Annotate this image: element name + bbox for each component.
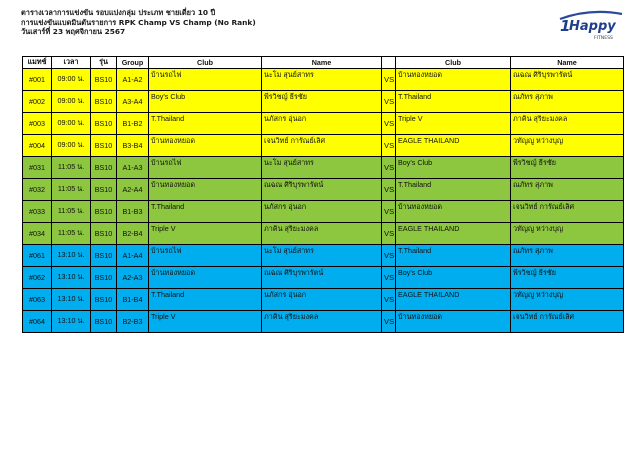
group-pair: A2-A3 — [117, 267, 149, 289]
table-row — [23, 157, 624, 179]
player-2: ณภัทร สุภาพ — [511, 91, 624, 113]
club-1: บ้านทองหยอด — [149, 179, 262, 201]
match-number: #001 — [23, 69, 52, 91]
player-1: นภัสกร อุ่นอก — [262, 113, 382, 135]
player-1: นะโม สุนย์สาทร — [262, 69, 382, 91]
table-row — [23, 69, 624, 91]
col-time: เวลา — [52, 57, 91, 69]
group-pair: A1-A2 — [117, 69, 149, 91]
club-2: T.Thailand — [396, 91, 511, 113]
col-name-2: Name — [511, 57, 624, 69]
player-1: ภาคิน สุริยะมงคล — [262, 223, 382, 245]
vs-label: VS — [382, 223, 396, 245]
division: BS10 — [91, 157, 117, 179]
vs-label: VS — [382, 289, 396, 311]
header-row — [23, 57, 624, 69]
vs-label: VS — [382, 69, 396, 91]
club-2: บ้านทองหยอด — [396, 311, 511, 333]
group-pair: B1-B3 — [117, 201, 149, 223]
division: BS10 — [91, 69, 117, 91]
player-1: พีรวิชญ์ ธีรชัย — [262, 91, 382, 113]
group-pair: B3-B4 — [117, 135, 149, 157]
player-1: นภัสกร อุ่นอก — [262, 201, 382, 223]
vs-label: VS — [382, 91, 396, 113]
logo-prefix: 1 — [560, 17, 571, 35]
player-1: ณฉณ ศิริบุรพารัตน์ — [262, 267, 382, 289]
match-time: 13:10 น. — [52, 311, 91, 333]
match-number: #033 — [23, 201, 52, 223]
match-time: 11:05 น. — [52, 223, 91, 245]
division: BS10 — [91, 245, 117, 267]
date-line: วันเสาร์ที่ 23 พฤศจิกายน 2567 — [21, 27, 126, 37]
division: BS10 — [91, 135, 117, 157]
group-pair: B1-B2 — [117, 113, 149, 135]
table-row — [23, 201, 624, 223]
col-vs — [382, 57, 396, 69]
group-pair: A1-A3 — [117, 157, 149, 179]
vs-label: VS — [382, 245, 396, 267]
club-2: EAGLE THAILAND — [396, 223, 511, 245]
vs-label: VS — [382, 179, 396, 201]
match-number: #063 — [23, 289, 52, 311]
match-number: #062 — [23, 267, 52, 289]
table-row — [23, 267, 624, 289]
player-2: เจนวิทย์ การัณย์เลิศ — [511, 311, 624, 333]
club-1: บ้านรถไฟ — [149, 245, 262, 267]
match-time: 11:05 น. — [52, 201, 91, 223]
vs-label: VS — [382, 113, 396, 135]
club-1: บ้านรถไฟ — [149, 157, 262, 179]
division: BS10 — [91, 289, 117, 311]
match-time: 09:00 น. — [52, 91, 91, 113]
club-2: Triple V — [396, 113, 511, 135]
match-number: #034 — [23, 223, 52, 245]
match-number: #004 — [23, 135, 52, 157]
logo-text: Happy — [569, 19, 616, 34]
logo-subtext: FITNESS — [594, 36, 613, 41]
division: BS10 — [91, 223, 117, 245]
group-pair: B2-B4 — [117, 223, 149, 245]
player-1: นภัสกร อุ่นอก — [262, 289, 382, 311]
club-2: T.Thailand — [396, 179, 511, 201]
vs-label: VS — [382, 267, 396, 289]
col-match: แมทช์ — [23, 57, 52, 69]
table-row — [23, 289, 624, 311]
player-2: พีรวิชญ์ ธีรชัย — [511, 267, 624, 289]
club-1: T.Thailand — [149, 113, 262, 135]
player-1: เจนวิทย์ การัณย์เลิศ — [262, 135, 382, 157]
match-number: #002 — [23, 91, 52, 113]
club-2: Boy's Club — [396, 157, 511, 179]
player-1: ณฉณ ศิริบุรพารัตน์ — [262, 179, 382, 201]
col-division: รุ่น — [91, 57, 117, 69]
club-1: Triple V — [149, 311, 262, 333]
vs-label: VS — [382, 157, 396, 179]
match-number: #032 — [23, 179, 52, 201]
club-1: T.Thailand — [149, 289, 262, 311]
vs-label: VS — [382, 311, 396, 333]
player-2: วทัญญู หว่างบุญ — [511, 135, 624, 157]
player-1: ภาคิน สุริยะมงคล — [262, 311, 382, 333]
match-time: 09:00 น. — [52, 135, 91, 157]
player-2: ภาคิน สุริยะมงคล — [511, 113, 624, 135]
club-1: Triple V — [149, 223, 262, 245]
col-club-1: Club — [149, 57, 262, 69]
happy-fitness-logo — [556, 4, 624, 44]
division: BS10 — [91, 267, 117, 289]
club-1: บ้านทองหยอด — [149, 267, 262, 289]
club-2: T.Thailand — [396, 245, 511, 267]
schedule-body — [23, 69, 624, 333]
table-row — [23, 311, 624, 333]
match-time: 09:00 น. — [52, 113, 91, 135]
table-row — [23, 113, 624, 135]
player-2: วทัญญู หว่างบุญ — [511, 223, 624, 245]
player-2: ณภัทร สุภาพ — [511, 179, 624, 201]
vs-label: VS — [382, 201, 396, 223]
group-pair: B2-B3 — [117, 311, 149, 333]
match-time: 11:05 น. — [52, 157, 91, 179]
match-number: #064 — [23, 311, 52, 333]
match-number: #031 — [23, 157, 52, 179]
col-name-1: Name — [262, 57, 382, 69]
tournament-line: การแข่งขันแบดมินตันรายการ RPK Champ VS Champ (No Rank) — [21, 17, 256, 27]
table-row — [23, 179, 624, 201]
player-2: พีรวิชญ์ ธีรชัย — [511, 157, 624, 179]
division: BS10 — [91, 91, 117, 113]
match-number: #061 — [23, 245, 52, 267]
vs-label: VS — [382, 135, 396, 157]
col-group: Group — [117, 57, 149, 69]
group-pair: A2-A4 — [117, 179, 149, 201]
match-time: 09:00 น. — [52, 69, 91, 91]
table-row — [23, 135, 624, 157]
division: BS10 — [91, 311, 117, 333]
match-time: 13:10 น. — [52, 245, 91, 267]
match-time: 13:10 น. — [52, 289, 91, 311]
schedule-table — [22, 56, 624, 333]
club-2: EAGLE THAILAND — [396, 289, 511, 311]
club-1: Boy's Club — [149, 91, 262, 113]
club-2: บ้านทองหยอด — [396, 69, 511, 91]
club-2: EAGLE THAILAND — [396, 135, 511, 157]
match-number: #003 — [23, 113, 52, 135]
player-2: ณฉณ ศิริบุรพารัตน์ — [511, 69, 624, 91]
match-time: 11:05 น. — [52, 179, 91, 201]
player-1: นะโม สุนย์สาทร — [262, 157, 382, 179]
group-pair: B1-B4 — [117, 289, 149, 311]
division: BS10 — [91, 179, 117, 201]
club-1: บ้านทองหยอด — [149, 135, 262, 157]
player-2: ณภัทร สุภาพ — [511, 245, 624, 267]
player-1: นะโม สุนย์สาทร — [262, 245, 382, 267]
col-club-2: Club — [396, 57, 511, 69]
club-1: บ้านรถไฟ — [149, 69, 262, 91]
table-row — [23, 91, 624, 113]
group-pair: A3-A4 — [117, 91, 149, 113]
division: BS10 — [91, 201, 117, 223]
player-2: เจนวิทย์ การัณย์เลิศ — [511, 201, 624, 223]
group-pair: A1-A4 — [117, 245, 149, 267]
title-line: ตารางเวลาการแข่งขัน รอบแบ่งกลุ่ม ประเภท ชายเดี่ยว 10 ปี — [21, 8, 216, 17]
club-2: Boy's Club — [396, 267, 511, 289]
club-2: บ้านทองหยอด — [396, 201, 511, 223]
club-1: T.Thailand — [149, 201, 262, 223]
match-time: 13:10 น. — [52, 267, 91, 289]
table-row — [23, 223, 624, 245]
division: BS10 — [91, 113, 117, 135]
document-header — [21, 8, 256, 37]
table-row — [23, 245, 624, 267]
player-2: วทัญญู หว่างบุญ — [511, 289, 624, 311]
